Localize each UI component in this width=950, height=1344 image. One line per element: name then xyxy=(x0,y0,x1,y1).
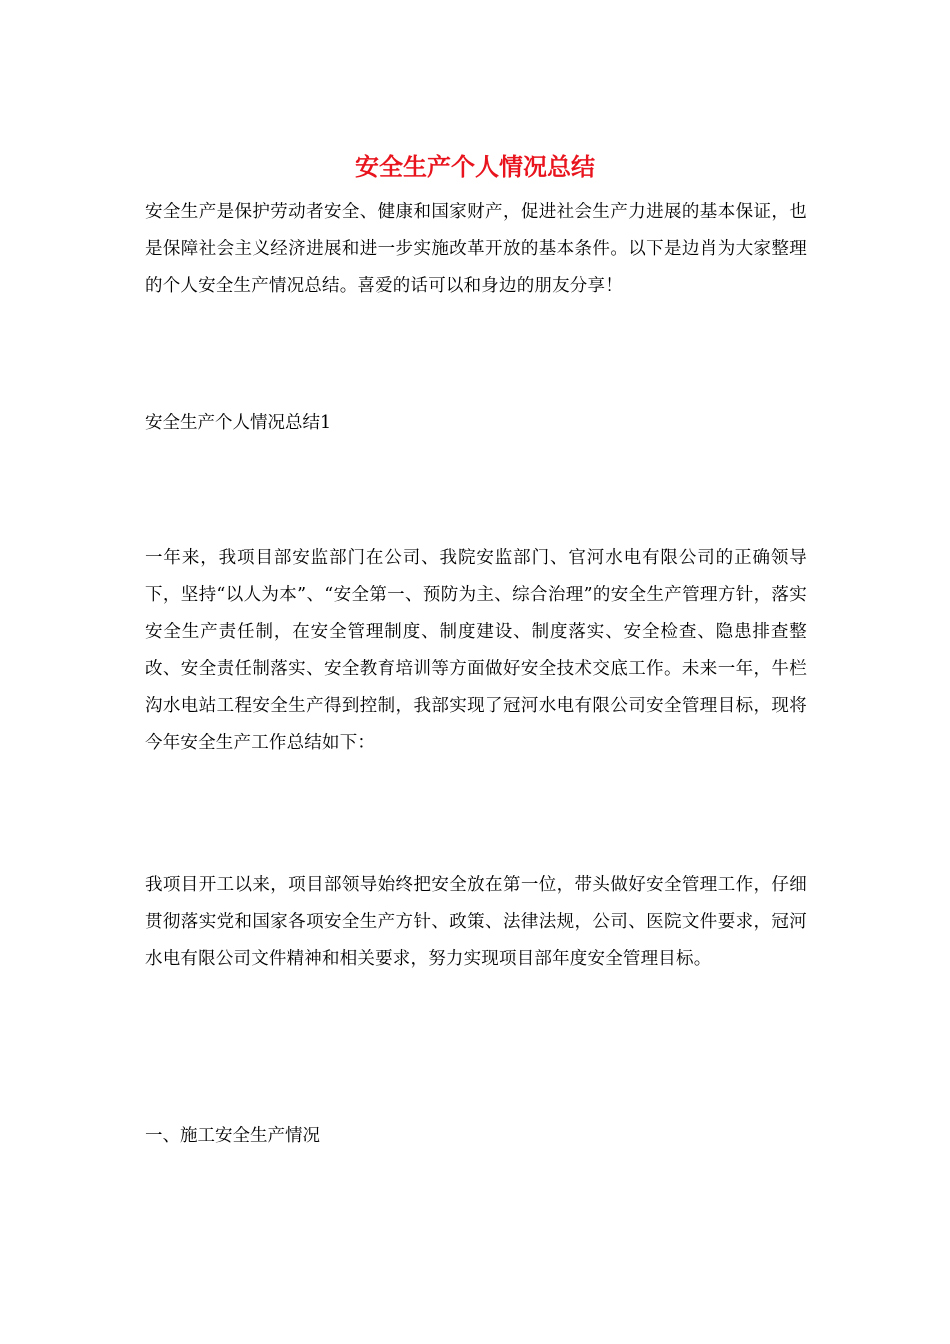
body-paragraph-1: 一年来，我项目部安监部门在公司、我院安监部门、官河水电有限公司的正确领导下，坚持“以人为本”、“安全第一、预防为主、综合治理”的安全生产管理方针，落实安全生产责任制，在安全管理制度、制度建设、制度落实、安全检查、隐患排查整改、安全责任制落实、安全教育培训等方面做好安全技术交底工作。未来一年，牛栏沟水电站工程安全生产得到控制，我部实现了冠河水电有限公司安全管理目标，现将今年安全生产工作总结如下： xyxy=(145,548,807,753)
subsection-heading-1: 一、施工安全生产情况 xyxy=(145,1126,320,1146)
body-paragraph-2: 我项目开工以来，项目部领导始终把安全放在第一位，带头做好安全管理工作，仔细贯彻落实党和国家各项安全生产方针、政策、法律法规，公司、医院文件要求，冠河水电有限公司文件精神和相关要求，努力实现项目部年度安全管理目标。 xyxy=(145,875,807,969)
document-title: 安全生产个人情况总结 xyxy=(355,152,595,181)
intro-paragraph: 安全生产是保护劳动者安全、健康和国家财产，促进社会生产力进展的基本保证，也是保障社会主义经济进展和进一步实施改革开放的基本条件。以下是边肖为大家整理的个人安全生产情况总结。喜爱的话可以和身边的朋友分享！ xyxy=(145,202,807,296)
section-heading-1: 安全生产个人情况总结1 xyxy=(145,413,332,433)
